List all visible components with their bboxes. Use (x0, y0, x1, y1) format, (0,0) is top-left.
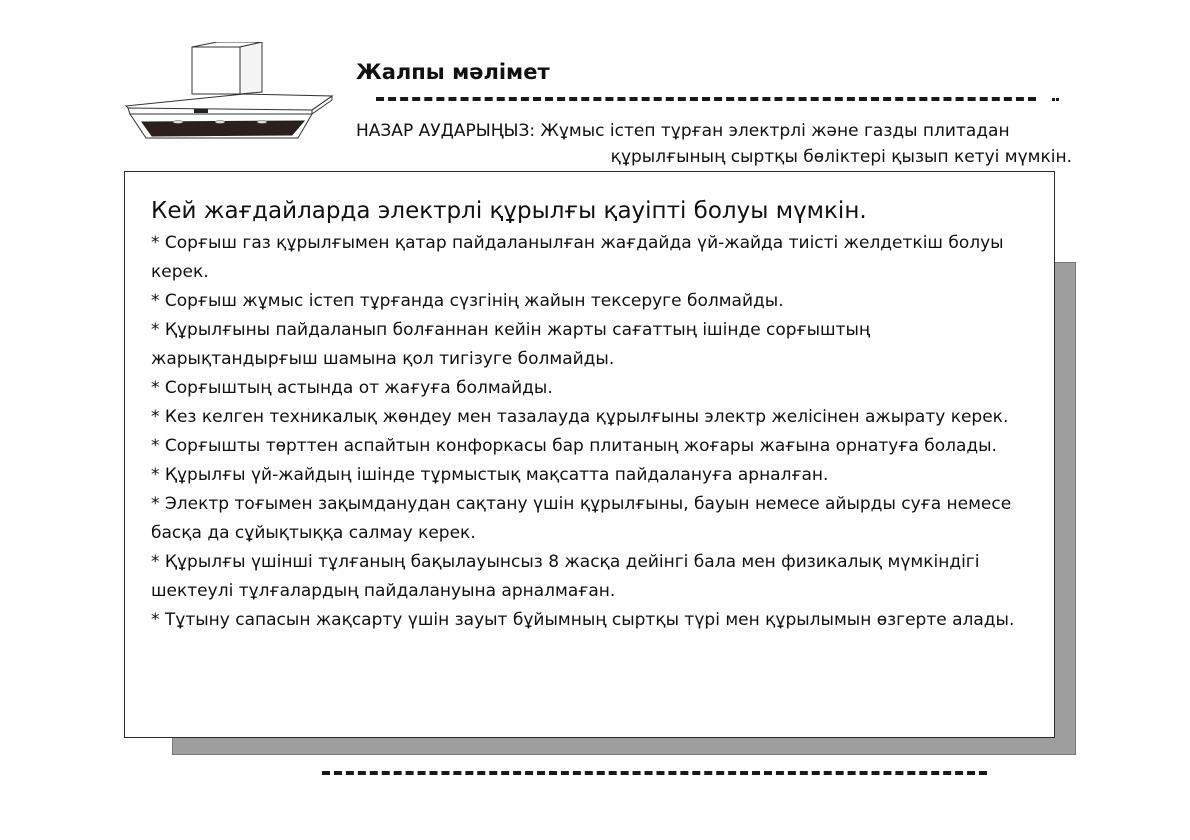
warning-line-1: НАЗАР АУДАРЫҢЫЗ: Жұмыс істеп тұрған электрлі және газды плитадан (356, 121, 1010, 141)
range-hood-icon (122, 42, 334, 142)
warning-line-2: құрылғының сыртқы бөліктері қызып кетуі мүмкін. (610, 147, 1072, 167)
top-divider (376, 97, 1036, 101)
list-item: * Кез келген техникалық жөндеу мен тазалауда құрылғыны электр желісінен ажырату керек. (151, 407, 1009, 427)
bottom-divider (322, 771, 987, 775)
list-item: * Құрылғы үшінші тұлғаның бақылауынсыз 8 жасқа дейінгі бала мен физикалық мүмкіндігі шектеулі тұлғалардың пайдалануына арналмаған. (151, 552, 980, 601)
list-item: * Сорғыш газ құрылғымен қатар пайдаланылған жағдайда үй-жайда тиісті желдеткіш болуы керек. (151, 233, 1004, 282)
safety-box-heading: Кей жағдайларда электрлі құрылғы қауіпті болуы мүмкін. (151, 198, 867, 224)
top-divider-end (1052, 98, 1055, 101)
top-divider-end-2 (1056, 98, 1059, 101)
list-item: * Құрылғыны пайдаланып болғаннан кейін жарты сағаттың ішінде сорғыштың жарықтандырғыш шамына қол тигізуге болмайды. (151, 320, 871, 369)
page-title: Жалпы мәлімет (356, 60, 550, 84)
list-item: * Сорғыштың астында от жағуға болмайды. (151, 378, 553, 398)
warning-text (356, 118, 1074, 170)
list-item: * Тұтыну сапасын жақсарту үшін зауыт бұйымның сыртқы түрі мен құрылымын өзгерте алады. (151, 610, 1015, 630)
list-item: * Электр тоғымен зақымданудан сақтану үшін құрылғыны, бауын немесе айырды суға немесе басқа да сұйықтыққа салмау керек. (151, 494, 1012, 543)
list-item: * Сорғыш жұмыс істеп тұрғанда сүзгінің жайын тексеруге болмайды. (151, 291, 784, 311)
list-item: * Сорғышты төрттен аспайтын конфоркасы бар плитаның жоғары жағына орнатуға болады. (151, 436, 997, 456)
list-item: * Құрылғы үй-жайдың ішінде тұрмыстық мақсатта пайдалануға арналған. (151, 465, 829, 485)
safety-list (151, 229, 1041, 635)
safety-box (124, 171, 1055, 738)
